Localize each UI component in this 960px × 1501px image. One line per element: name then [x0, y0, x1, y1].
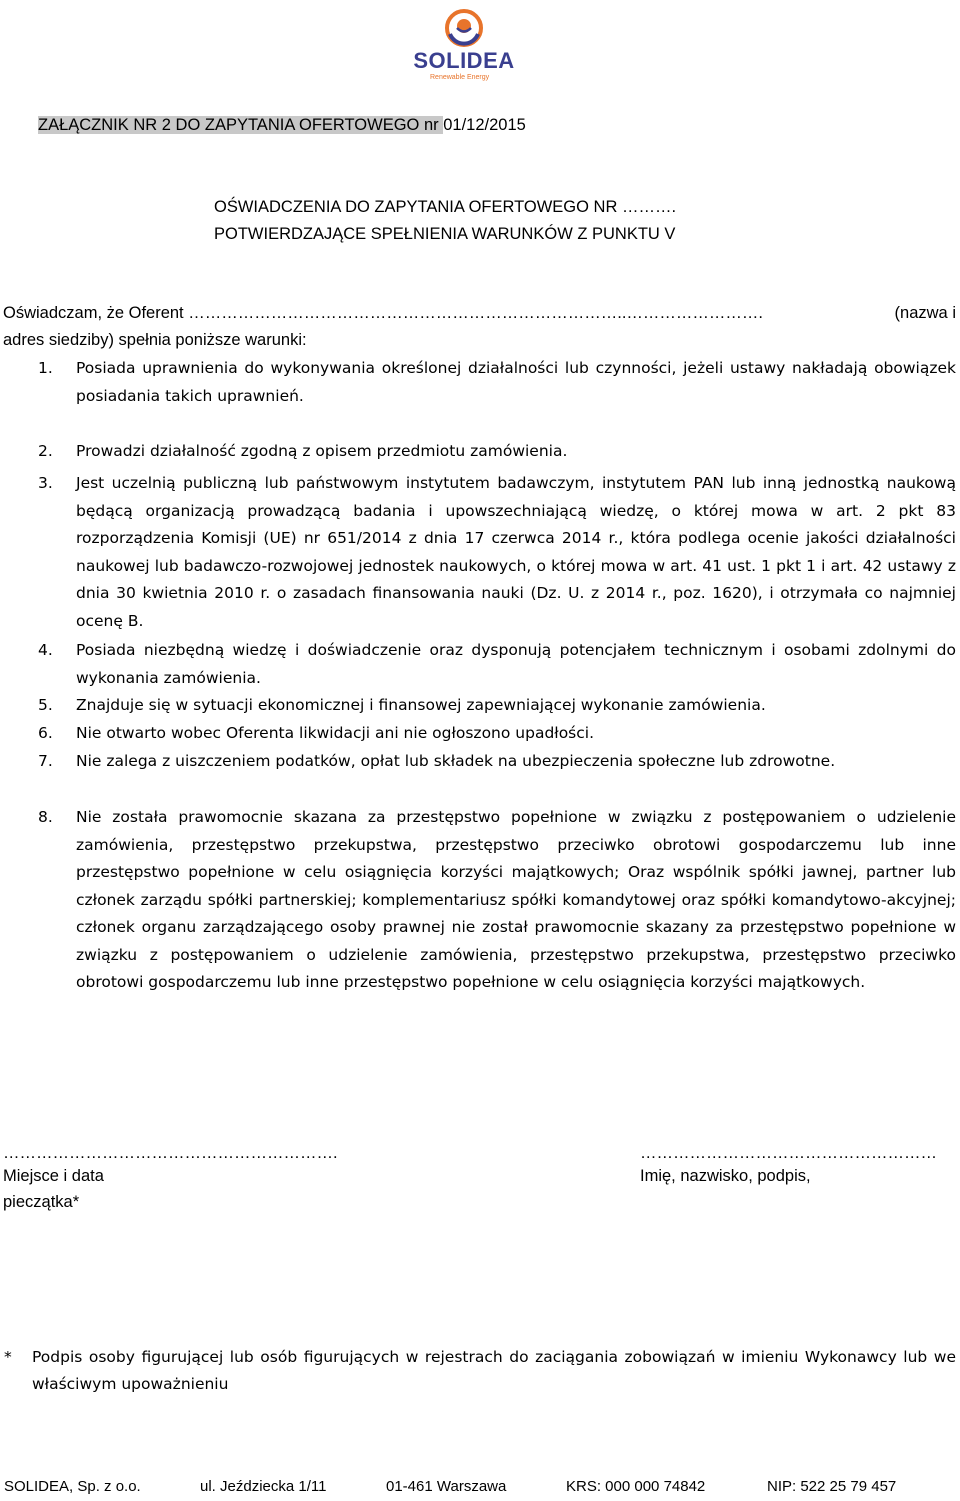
item-text: Nie zalega z uiszczeniem podatków, opłat lub składek na ubezpieczenia społeczne lub zdrowotne.	[76, 752, 836, 770]
item-number: 6.	[38, 724, 53, 742]
item-number: 2.	[38, 442, 53, 460]
intro-line-1	[3, 304, 956, 323]
item-number: 1.	[38, 359, 53, 377]
attachment-number: 01/12/2015	[443, 116, 526, 134]
footer-city: 01-461 Warszawa	[386, 1478, 507, 1495]
intro-line-2: adres siedziby) spełnia poniższe warunki:	[3, 331, 307, 349]
attachment-title-highlight: ZAŁĄCZNIK NR 2 DO ZAPYTANIA OFERTOWEGO nr	[38, 116, 444, 134]
item-number: 3.	[38, 474, 53, 492]
item-number: 7.	[38, 752, 53, 770]
footnote-text: Podpis osoby figurującej lub osób figurujących w rejestrach do zaciągania zobowiązań w imieniu Wykonawcy lub we właściwym upoważnieniu	[32, 1348, 956, 1393]
footer-krs: KRS: 000 000 74842	[566, 1478, 706, 1495]
place-date-label: Miejsce i data	[3, 1167, 104, 1185]
declaration-subtitle: POTWIERDZAJĄCE SPEŁNIENIA WARUNKÓW Z PUNKTU V	[214, 225, 676, 243]
item-text: Posiada uprawnienia do wykonywania określonej działalności lub czynności, jeżeli ustawy nakładają obowiązek posiadania takich uprawnień.	[76, 359, 956, 405]
footnote-marker: *	[4, 1348, 12, 1366]
place-date-dots: …………………………………………………….	[3, 1144, 338, 1162]
logo-tagline: Renewable Energy	[430, 74, 490, 81]
item-text: Nie została prawomocnie skazana za przestępstwo popełnione w związku z postępowaniem o udzielenie zamówienia, przestępstwo przekupstwa, przestępstwo przeciwko obrotowi gospodarczemu lub inne przestępstwo popełnione w celu osiągnięcia korzyści majątkowych; Oraz wspólnik spółki jawnej, partner lub członek zarządu spółki partnerskiej; komplementariusz spółki komandytowej oraz spółki komandytowo-akcyjnej; członek organu zarządzającego osoby prawnej nie został prawomocnie skazany za przestępstwo popełnione w związku z postępowaniem o udzielenie zamówienia, przestępstwo przekupstwa, przestępstwo przeciwko obrotowi gospodarczemu lub inne przestępstwo popełnione w celu osiągnięcia korzyści majątkowych.	[76, 808, 956, 991]
item-text: Jest uczelnią publiczną lub państwowym instytutem badawczym, instytutem PAN lub inną jednostką naukową będącą organizacją prowadzącą badania i upowszechniającą wiedzę, o której mowa w art. 2 pkt 83 rozporządzenia Komisji (UE) nr 651/2014 z dnia 17 czerwca 2014 r., która podlega ocenie jakości działalności naukowej lub badawczo-rozwojowej jednostek naukowych, o której mowa w art. 41 ust. 1 pkt 1 i art. 42 ustawy z dnia 30 kwietnia 2010 r. o zasadach finansowania nauki (Dz. U. z 2014 r., poz. 1620), i otrzymała co najmniej ocenę B.	[76, 474, 956, 630]
item-text: Nie otwarto wobec Oferenta likwidacji ani nie ogłoszono upadłości.	[76, 724, 595, 742]
company-logo	[412, 8, 516, 84]
attachment-title	[38, 116, 526, 135]
footer-nip: NIP: 522 25 79 457	[767, 1478, 897, 1495]
signature-label: Imię, nazwisko, podpis,	[640, 1167, 811, 1185]
item-number: 4.	[38, 641, 53, 659]
footer-street: ul. Jeździecka 1/11	[200, 1478, 327, 1495]
item-number: 8.	[38, 808, 53, 826]
logo-sun-icon	[442, 8, 486, 52]
item-text: Prowadzi działalność zgodną z opisem przedmiotu zamówienia.	[76, 442, 568, 460]
footer-company: SOLIDEA, Sp. z o.o.	[4, 1478, 141, 1495]
intro-oferent: Oświadczam, że Oferent ……………………………………………………………………..…………………….	[3, 304, 763, 322]
declaration-title: OŚWIADCZENIA DO ZAPYTANIA OFERTOWEGO NR ……….	[214, 198, 677, 216]
signature-dots: ………………………………………………	[640, 1144, 937, 1162]
item-text: Znajduje się w sytuacji ekonomicznej i finansowej zapewniającej wykonanie zamówienia.	[76, 696, 766, 714]
item-number: 5.	[38, 696, 53, 714]
intro-name-hint: (nazwa i	[894, 304, 956, 322]
stamp-label: pieczątka*	[3, 1193, 80, 1211]
page-footer	[0, 1476, 960, 1500]
item-text: Posiada niezbędną wiedzę i doświadczenie oraz dysponują potencjałem technicznym i osobami zdolnymi do wykonania zamówienia.	[76, 641, 956, 687]
logo-name: SOLIDEA	[413, 48, 515, 73]
